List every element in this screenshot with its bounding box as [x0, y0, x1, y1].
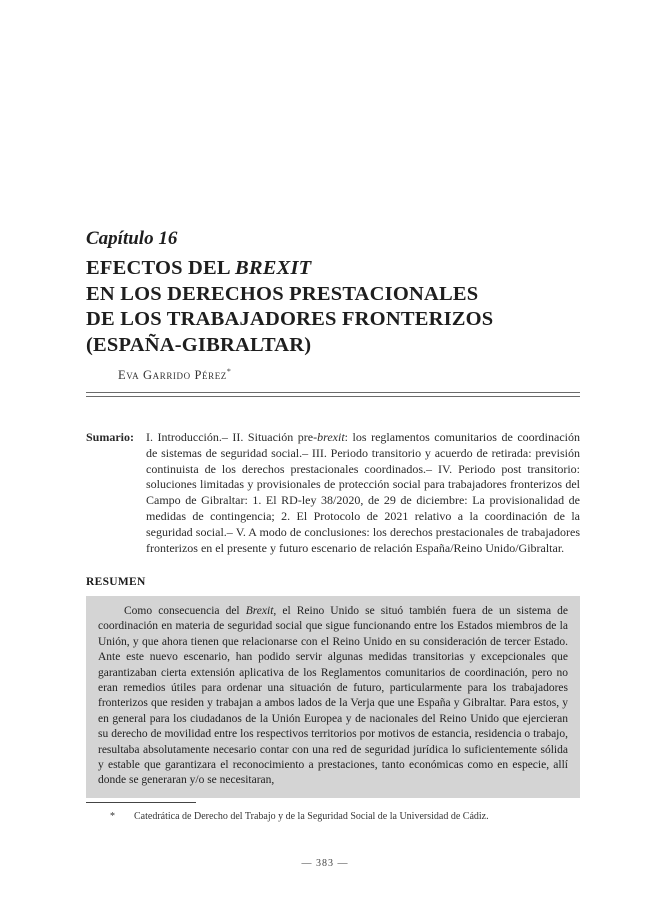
title-divider [86, 392, 580, 397]
title-line-italic: BREXIT [235, 257, 312, 279]
chapter-title [86, 256, 493, 358]
text-run: , el Reino Unido se situó también fuera de un sistema de coordinación en materia de seguridad social que sigue funcionando entre los Estados miembros de la Unión, y que ahora tienen que relacionarse con el Reino Unido en su consideración de tercer Estado. Ante este nuevo escenario, han podido servir algunas medidas transitorias y excepcionales que garantizaban cierta extensión aplicativa de los Reglamentos comunitarios de coordinación, pero no eran remedios útiles para ordenar una situación de futuro, particularmente para los trabajadores fronterizos que residen y trabajan a ambos lados de la Verja que une España y Gibraltar. Para estos, y en general para los ciudadanos de la Unión Europea y de nacionales del Reino Unido que ejercieran su derecho de movilidad entre los respectivos territorios por motivos de estancia, residencia o trabajo, resultaba absolutamente necesario contar con una red de seguridad jurídica lo suficientemente sólida y estable que garantizara el reconocimiento a prestaciones, tanto económicas como en especie, allí donde se generaran y/o se necesitaran, [98, 605, 568, 787]
title-line [86, 307, 493, 333]
text-run: : los reglamentos comunitarios de coordinación de sistemas de seguridad social.– III. Periodo transitorio y acuerdo de retirada: previsión continuista de los derechos prestacionales coordinados.– IV. Periodo post transitorio: soluciones limitadas y provisionales de protección social para trabajadores fronterizos del Campo de Gibraltar: 1. El RD-ley 38/2020, de 29 de diciembre: La provisionalidad de medidas de contingencia; 2. El Protocolo de 2021 relativo a la coordinación de la seguridad social.– V. A modo de conclusiones: los derechos prestacionales de trabajadores fronterizos en el presente y futuro escenario de relación España/Reino Unido/Gibraltar. [146, 430, 580, 555]
title-line-text: EFECTOS DEL [86, 257, 235, 279]
footnote-text: Catedrática de Derecho del Trabajo y de la Seguridad Social de la Universidad de Cádiz. [134, 811, 489, 822]
resumen-heading: RESUMEN [86, 576, 146, 588]
resumen-box [86, 596, 580, 798]
title-line-text: EN LOS DERECHOS PRESTACIONALES [86, 282, 479, 305]
footnote-mark: * [110, 811, 115, 822]
title-line-text: DE LOS TRABAJADORES FRONTERIZOS [86, 308, 494, 330]
resumen-text [98, 604, 568, 789]
footnote-divider [86, 802, 196, 803]
text-run: I. Introducción.– II. Situación pre- [146, 430, 318, 444]
summary-block [86, 430, 580, 556]
footnote [110, 811, 489, 822]
title-line-text: (ESPAÑA-GIBRALTAR) [86, 333, 312, 356]
text-run: Como consecuencia del [124, 605, 246, 617]
author-footnote-mark: * [226, 367, 232, 376]
title-line [86, 333, 493, 359]
summary-text [146, 430, 580, 556]
author-name [118, 367, 232, 383]
page-number: — 383 — [301, 858, 349, 869]
italic-term: brexit [317, 430, 345, 444]
summary-label: Sumario: [86, 430, 134, 444]
italic-term: Brexit [245, 605, 274, 617]
author-text: Eva Garrido Pérez [118, 368, 227, 383]
title-line [86, 256, 493, 282]
chapter-label: Capítulo 16 [86, 228, 178, 249]
title-line [86, 282, 493, 308]
